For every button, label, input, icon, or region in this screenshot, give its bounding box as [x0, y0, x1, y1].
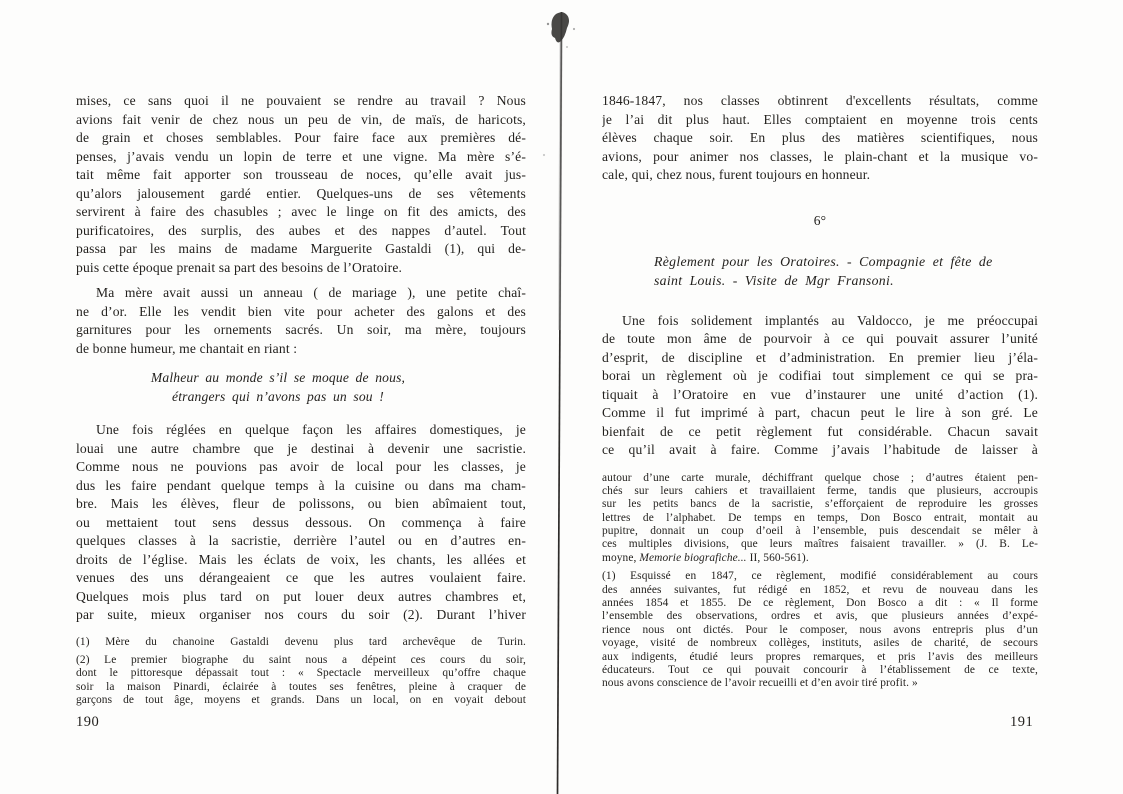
text-line: Comme nous ne pouvions pas avoir de local pour les classes, je: [76, 459, 526, 474]
text-line: je l’ai dit plus haut. Elles comptaient en moyenne trois cents: [602, 111, 1038, 127]
text-line: mises, ce sans quoi il ne pouvaient se rendre au travail ? Nous: [76, 93, 526, 108]
text-line: Malheur au monde s’il se moque de nous,: [150, 370, 406, 385]
text-line: tiquait à l’Oratoire en vue d’instaurer une unité d’action (1).: [602, 386, 1038, 402]
scan-speck: [547, 23, 549, 25]
page-number-right: 191: [1010, 714, 1034, 730]
text-line: (1) Esquissé en 1847, ce règlement, modifié considérablement au cours: [602, 570, 1038, 583]
binding-smudge: [551, 12, 569, 42]
left-closing-paragraphs: [76, 421, 526, 625]
text-line: garçons de tout âge, moyens et grands. Dans un local, on en voyait debout: [76, 694, 526, 707]
text-line: Ma mère avait aussi un anneau ( de mariage ), une petite chaî-: [96, 285, 526, 300]
footnotes-right: [602, 570, 1038, 691]
footnotes-left: [76, 636, 526, 708]
gutter-shadow: [560, 40, 562, 330]
paragraph: [602, 472, 1038, 552]
page-left: [76, 92, 526, 707]
page-number-left: 190: [76, 714, 100, 730]
text-line: penses, j’avais vendu un lopin de terre et une vigne. Ma mère s’é-: [76, 148, 526, 164]
text-line: rience nous ont dictés. Pour le composer, nous avons entrepris plus d’un: [602, 623, 1038, 636]
text-line: Quelques mois plus tard on put louer deux autres chambres et,: [76, 588, 526, 604]
text-line: de bonne humeur, me chantait en riant :: [76, 340, 298, 356]
footnote-continuation-lines: [602, 472, 1038, 552]
text-line: louai une autre chambre que je destinai à devenir une sacristie.: [76, 440, 526, 456]
paragraph: [602, 92, 1038, 185]
text-line: Une fois réglées en quelque façon les affaires domestiques, je: [96, 422, 526, 437]
text-line: autour d’une carte murale, déchiffrant quelque chose ; d’autres étaient pen-: [602, 471, 1038, 484]
text-line: purificatoires, des surplis, des aubes et des nappes d’autel. Tout: [76, 222, 526, 238]
text-line: chés sur leurs cahiers et travaillaient ferme, tandis que plusieurs, accroupis: [602, 484, 1038, 497]
text-line: Une fois solidement implantés au Valdocco, je me préoccupai: [622, 312, 1038, 328]
text-line: [602, 552, 1038, 565]
text-line: lettres de l’alphabet. De temps en temps, Don Bosco entrait, montait au: [602, 511, 1038, 524]
page-right: [602, 92, 1038, 691]
text-line: élèves chaque soir. En plus des matières scientifiques, nous: [602, 130, 1038, 145]
text-line: l’ensemble des observations, ordres et avis, que plusieurs années d’expé-: [602, 610, 1038, 623]
citation-pre: moyne,: [602, 551, 640, 564]
paragraph: [76, 421, 526, 625]
text-line: passa par les mains de madame Marguerite Gastaldi (1), qui de-: [76, 241, 526, 256]
right-opening-paragraph: [602, 92, 1038, 185]
citation-title: Memorie biografiche...: [639, 551, 747, 564]
text-line: années 1854 et 1855. De ce règlement, Don Bosco a dit : « Il forme: [602, 597, 1038, 610]
paragraph: [602, 312, 1038, 460]
text-line: servirent à faire des chasubles ; avec le linge on fit des amicts, des: [76, 204, 526, 219]
text-line: ces multiples divisions, que leurs maîtres faisaient travailler. » (J. B. Le-: [602, 538, 1038, 551]
text-line: saint Louis. - Visite de Mgr Fransoni.: [654, 273, 894, 288]
text-line: étrangers qui n’avons pas un sou !: [172, 388, 384, 404]
scan-speck: [573, 28, 575, 30]
section-title: [602, 252, 1038, 291]
text-line: sur les petits bancs de la sacristie, s’efforçaient de reproduire les grosses: [602, 498, 1038, 511]
text-line: avions fait venir de chez nous un peu de vin, de maïs, de haricots,: [76, 111, 526, 127]
gutter-line: [558, 12, 562, 794]
text-line: quelques classes à la sacristie, derrière l’autel ou en d’autres en-: [76, 533, 526, 548]
section-number: 6°: [813, 212, 827, 228]
paragraph: [76, 284, 526, 358]
text-line: droits de l’église. Mais les éclats de voix, les chants, les allées et: [76, 551, 526, 567]
text-line: (2) Le premier biographe du saint nous a dépeint ces cours du soir,: [76, 653, 526, 666]
text-line: de grain et choses semblables. Pour faire face aux premières dé-: [76, 130, 526, 145]
citation-post: II, 560-561).: [746, 551, 809, 564]
paragraph: [602, 570, 1038, 691]
text-line: cale, qui, chez nous, furent toujours en honneur.: [602, 167, 871, 182]
text-line: d’esprit, de discipline et d’administration. En premier lieu j’éla-: [602, 349, 1038, 365]
text-line: avions, pour animer nos classes, le plain-chant et la musique vo-: [602, 148, 1038, 164]
text-line: de toute mon âme de pourvoir à ce qui pouvait assurer l’unité: [602, 331, 1038, 346]
text-line: éducateurs. Tout ce qui pouvait concourir à l’établissement de ce texte,: [602, 663, 1038, 676]
text-line: nous avons conscience de l’avoir recueilli et d’en avoir tiré profit. »: [602, 677, 918, 690]
text-line: pupitre, donnait un coup d’oeil à l’ensemble, puis descendait se mêler à: [602, 525, 1038, 538]
text-line: dont le pittoresque dépassait tout : « Spectacle merveilleux qu’offre chaque: [76, 667, 526, 680]
text-line: borai un règlement où je codifiai tout simplement ce qui se pra-: [602, 368, 1038, 383]
paragraph: [76, 636, 526, 649]
text-line: bienfait de ce petit règlement fut considérable. Chacun savait: [602, 423, 1038, 439]
text-line: garnitures pour les ornements sacrés. Un soir, ma mère, toujours: [76, 322, 526, 337]
song-verse: [76, 369, 480, 406]
scan-speck: [566, 46, 568, 48]
text-line: puis cette époque prenait sa part des besoins de l’Oratoire.: [76, 259, 403, 275]
text-line: par suite, mieux organiser nos cours du soir (2). Durant l’hiver: [76, 607, 526, 622]
paragraph: [76, 92, 526, 277]
text-line: ou mettaient tout sens dessus dessous. On commença à faire: [76, 514, 526, 530]
left-opening-paragraphs: [76, 92, 526, 358]
right-body-paragraph: [602, 312, 1038, 460]
text-line: des années suivantes, fut rédigé en 1852, et revu de nouveau dans les: [602, 583, 1038, 596]
text-line: ne d’or. Elle les vendit bien vite pour acheter des galons et des: [76, 303, 526, 319]
text-line: dus les faire pendant quelque temps à la cuisine ou dans ma cham-: [76, 477, 526, 493]
text-line: ce qu’il avait à faire. Comme j’avais l’habitude de laisser à: [602, 442, 1038, 457]
text-line: qu’alors jalousement gardé entier. Quelques-uns de ses vêtements: [76, 185, 526, 201]
text-line: venues des uns dérangeaient ce que les autres voulaient faire.: [76, 570, 526, 585]
text-line: Comme il fut imprimé à part, chacun peut le lire à son gré. Le: [602, 405, 1038, 420]
text-line: soir la maison Pinardi, éclairée à toutes ses fenêtres, pleine à craquer de: [76, 680, 526, 693]
text-line: (1) Mère du chanoine Gastaldi devenu plus tard archevêque de Turin.: [76, 635, 526, 648]
paragraph: [76, 654, 526, 708]
footnote-continuation: [602, 472, 1038, 566]
scan-speck: [543, 154, 545, 156]
text-line: bre. Mais les élèves, fleur de polissons, ou bien abîmaient tout,: [76, 496, 526, 511]
text-line: aux indigents, étudié leurs propres remarques, et pris l’avis des meilleurs: [602, 650, 1038, 663]
text-line: 1846-1847, nos classes obtinrent d'excellents résultats, comme: [602, 93, 1038, 108]
text-line: voyage, visité de nombreux collèges, instituts, asiles de charité, de secours: [602, 637, 1038, 650]
text-line: Règlement pour les Oratoires. - Compagnie et fête de: [654, 253, 993, 269]
text-line: tait même fait apporter son trousseau de noces, qu’elle avait jus-: [76, 167, 526, 182]
